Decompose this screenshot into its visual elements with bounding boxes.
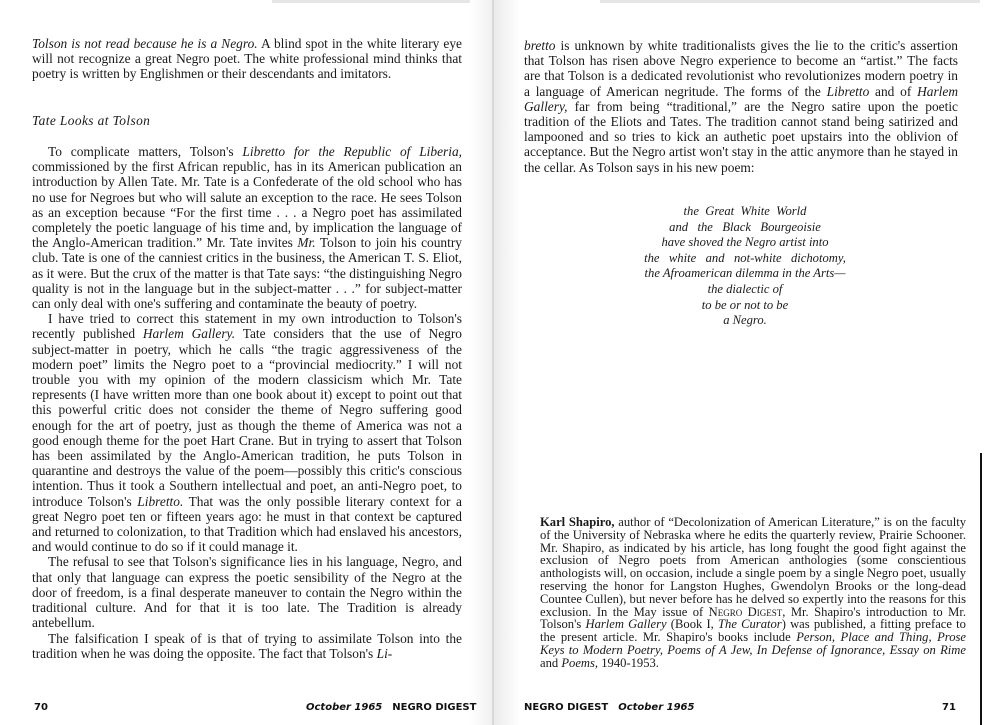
italic-title: Poems, [561,655,599,670]
page-edge-line [980,453,982,725]
italic-title: Harlem Gallery. [142,326,236,342]
italic-title: bretto [524,38,556,53]
italic-emphasis: Mr. [297,235,316,251]
gutter-shadow [470,0,494,725]
italic-title: Li- [376,645,393,661]
poem-excerpt [600,204,890,329]
paragraph [32,144,462,311]
poem-line: have shoved the Negro artist into [661,235,829,250]
paragraph [524,38,958,175]
masthead: NEGRO DIGEST [392,702,477,713]
italic-title: Harlem Gallery [585,617,667,632]
running-footer [306,702,476,713]
text-run: I have tried to correct this statement in my own introduction to Tolson's recently published [32,311,462,342]
gutter-shadow [494,0,520,725]
text-run: ) was published, a fitting preface to the present article. Mr. Shapiro's books include [540,617,966,645]
page-number: 70 [34,702,48,713]
intro-italic-lead: Tolson is not read because he is a Negro. [32,36,258,51]
intro-paragraph [32,36,462,82]
poem-line: to be or not to be [701,297,789,312]
poem-line: the white and not-white dichotomy, [644,250,846,265]
author-bio [540,516,966,670]
running-footer [524,702,704,713]
text-run: The refusal to see that Tolson's significance lies in his language, Negro, and that only that language can express the poetic sensibility of the Negro at the door of freedom, is a final desperate maneuver to contain the Negro within the traditional culture. And for that it is too late. The Tradition is already antebellum. [32,554,462,631]
text-run: is unknown by white traditionalists gives the lie to the critic's assertion that Tolson has risen above Negro experience to become an “artist.” The facts are that Tolson is a dedicated revolutionist who revolutionizes modern poetry in a language of American negritude. The forms of the [524,38,958,99]
italic-title: Libretto. [137,493,184,509]
italic-title: The Curator [718,617,782,632]
section-heading: Tate Looks at Tolson [32,113,151,128]
magazine-name: Negro Digest [708,604,783,619]
page-number: 71 [942,702,956,713]
text-run: , Mr. Shapiro's introduction to Mr. Tolson's [540,604,966,632]
text-run: far from being “traditional,” are the Negro satire upon the poetic tradition of the Eliots and Tates. The tradition cannot stand being satirized and lampooned and so tries to kick an authetic poet upstairs into the oblivion of acceptance. But the Negro artist won't stay in the attic anymore than he stayed in the cellar. As Tolson says in his new poem: [524,98,958,175]
text-run: Tolson to join his country club. Tate is one of the canniest critics in the business, the American T. S. Eliot, as it were. But the crux of the matter is that Tate says: “the distinguishing Negro quality is not in the language but in the subject-matter . . .” for subject-matter can only deal with one's suffering and contaminate the beauty of poetry. [32,235,462,312]
poem-line: the dialectic of [707,281,783,296]
text-run: That was the only possible literary context for a great Negro poet ten or fifteen years ago: he must in that context be captured and returned to colonization, to that Tradition which had enslaved his ancestors, and would continue to do so if it could manage it. [32,493,462,555]
italic-title: Libretto for the Republic of Liberia, [242,144,462,159]
intro-text: A blind spot in the white literary eye will not recognize a great Negro poet. The white professional mind thinks that poetry is written by Englishmen or their descendants and imitators. [32,36,463,82]
top-edge-strip [272,0,492,3]
italic-title: Libretto [826,83,870,99]
poem-line: the Afroamerican dilemma in the Arts— [644,266,846,281]
text-run: 1940-1953. [598,655,659,670]
paragraph [32,631,462,661]
text-run: The falsification I speak of is that of trying to assimilate Tolson into the tradition when he was doing the opposite. The fact that Tolson's [32,630,462,661]
poem-line: the Great White World [683,204,807,218]
text-run: author of “Decolonization of American Literature,” is on the faculty of the University of Nebraska where he edits the quarterly review, Prairie Schooner. Mr. Shapiro, as indicated by his article, has long fought the good fight against the exclusion of Negro poets from American anthologies (some conscientious anthologists will, on occasion, include a single poem by a single Negro poet, usually reserving the honor for Langston Hughes, Gwendolyn Brooks or the long-dead Countee Cullen), but never before has he delved so expertly into the reasons for this exclusion. In the May issue of [540,515,967,619]
author-name: Karl Shapiro, [540,515,615,529]
text-run: and of [869,83,918,99]
text-run: (Book I, [666,617,719,632]
top-edge-strip [600,0,980,3]
paragraph [32,554,462,630]
text-run: and [540,655,562,670]
article-body-left [32,144,462,661]
article-body-right [524,38,958,175]
masthead: NEGRO DIGEST [524,702,609,713]
poem-line: a Negro. [723,313,767,328]
text-run: Tate considers that the use of Negro subject-matter in poetry, which he calls “the tragic aggressiveness of the modern poet” limits the Negro poet to a “provincial mediocrity.” I will not trouble you with my opinion of the modern classicism which Mr. Tate represents (I have written more than one book about it) except to point out that this powerful critic does not consider the theme of Negro suffering good enough for the art of poetry, just as though the theme of America was not a good enough theme for the poet Hart Crane. But in trying to assert that Tolson has been assimilated by the Anglo-American tradition, he puts Tolson in quarantine and destroys the value of the poem—possibly this critic's conscious intention. Thus it took a Southern intellectual and poet, an anti-Negro poet, to introduce Tolson's [32,326,463,509]
italic-title: Person, Place and Thing, Prose Keys to Modern Poetry, Poems of A Jew, In Defense of Ignorance, Essay on Rime [540,630,967,657]
text-run: To complicate matters, Tolson's [48,144,243,159]
issue-date: October 1965 [618,702,695,713]
poem-line: and the Black Bourgeoisie [669,219,821,234]
paragraph [32,311,462,554]
issue-date: October 1965 [306,702,383,713]
text-run: commissioned by the first African republic, has in its American publication an introduction by Allen Tate. Mr. Tate is a Confederate of the old school who has no use for Negroes but who will salute an exception to the race. He sees Tolson as an exception because “For the first time . . . a Negro poet has assimilated completely the poetic language of his time and, by implication the language of the Anglo-American tradition.” Mr. Tate invites [32,159,462,251]
italic-title: Harlem Gallery, [524,83,958,114]
